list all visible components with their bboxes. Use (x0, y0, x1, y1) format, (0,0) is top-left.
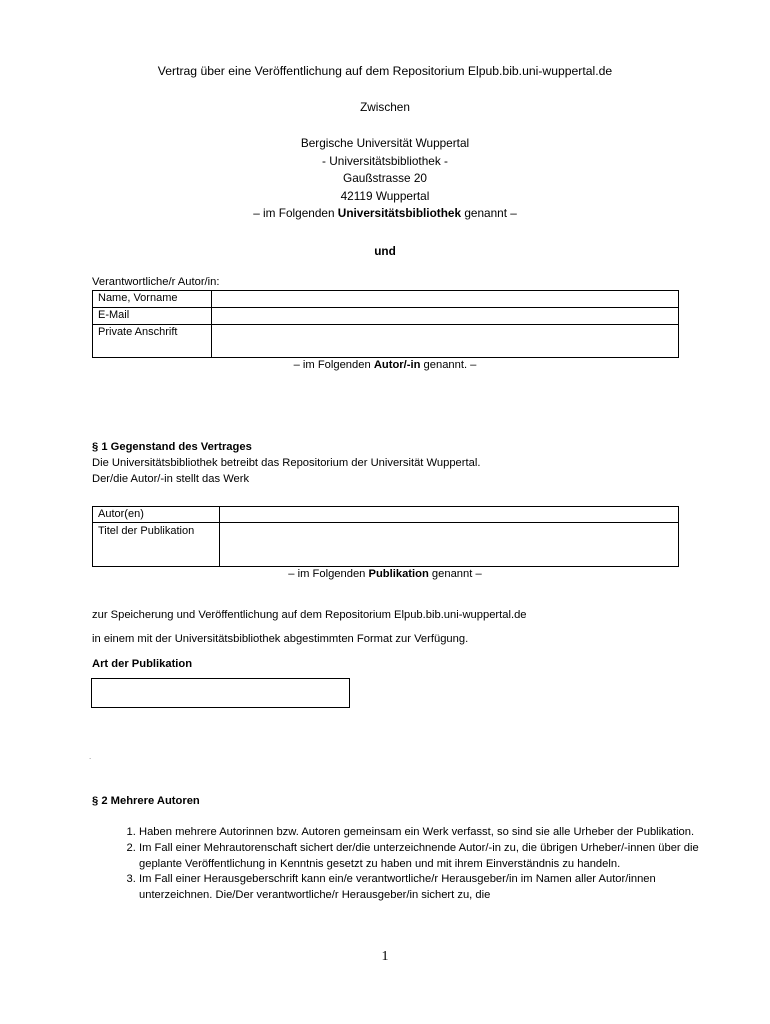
author-row-name (93, 291, 679, 308)
publication-row-authors (93, 507, 679, 523)
address-input-cell[interactable] (212, 325, 679, 358)
publication-type-label: Art der Publikation (92, 658, 193, 670)
format-paragraph: in einem mit der Universitätsbibliothek abgestimmten Format zur Verfügung. (92, 633, 469, 645)
section1-line2: Der/die Autor/-in stellt das Werk (92, 473, 250, 485)
author-row-email (93, 308, 679, 325)
between-label: Zwischen (360, 100, 410, 114)
and-label: und (374, 244, 396, 258)
list-item: 2. Im Fall einer Mehrautorenschaft sichert der/die unterzeichnende Autor/-in zu, die übrigen Urheber/-innen über die geplante Veröffentlichung in Kenntnis gesetzt zu haben und mit ihrem Einverständnis zu handeln. (139, 841, 699, 873)
stray-dot: . (89, 752, 92, 761)
publication-table (92, 506, 679, 567)
document-title: Vertrag über eine Veröffentlichung auf dem Repositorium Elpub.bib.uni-wuppertal.de (157, 64, 613, 78)
page-number: 1 (381, 949, 389, 964)
author-row-address (93, 325, 679, 358)
publication-named-line: – im Folgenden Publikation genannt – (288, 568, 482, 580)
storage-paragraph: zur Speicherung und Veröffentlichung auf dem Repositorium Elpub.bib.uni-wuppertal.de (92, 609, 527, 621)
authors-input-cell[interactable] (220, 507, 679, 523)
publication-row-label: Titel der Publikation (93, 523, 220, 567)
section1-line1: Die Universitätsbibliothek betreibt das Repositorium der Universität Wuppertal. (92, 457, 481, 469)
title-input-cell[interactable] (220, 523, 679, 567)
author-named-line: – im Folgenden Autor/-in genannt. – (293, 359, 477, 371)
section2-list (112, 825, 699, 904)
publication-type-field[interactable] (91, 678, 350, 708)
publication-row-label: Autor(en) (93, 507, 220, 523)
name-input-cell[interactable] (212, 291, 679, 308)
library-named-line: – im Folgenden Universitätsbibliothek genannt – (253, 206, 517, 220)
author-row-label: E-Mail (93, 308, 212, 325)
section2-heading: § 2 Mehrere Autoren (92, 795, 200, 807)
address-line-3: Gaußstrasse 20 (343, 171, 427, 185)
author-row-label: Private Anschrift (93, 325, 212, 358)
author-label: Verantwortliche/r Autor/in: (92, 276, 220, 288)
email-input-cell[interactable] (212, 308, 679, 325)
section1-heading: § 1 Gegenstand des Vertrages (92, 441, 252, 453)
address-block (0, 135, 770, 223)
list-item: 3. Im Fall einer Herausgeberschrift kann ein/e verantwortliche/r Herausgeber/in im Namen aller Autor/innen unterzeichnen. Die/Der verantwortliche/r Herausgeber/in sichert zu, die (139, 872, 699, 904)
publication-row-title (93, 523, 679, 567)
author-table (92, 290, 679, 358)
address-line-4: 42119 Wuppertal (340, 188, 430, 203)
author-row-label: Name, Vorname (93, 291, 212, 308)
address-line-2: - Universitätsbibliothek - (322, 153, 448, 168)
address-line-1: Bergische Universität Wuppertal (300, 136, 470, 150)
list-item: 1. Haben mehrere Autorinnen bzw. Autoren gemeinsam ein Werk verfasst, so sind sie alle Urheber der Publikation. (139, 825, 699, 841)
